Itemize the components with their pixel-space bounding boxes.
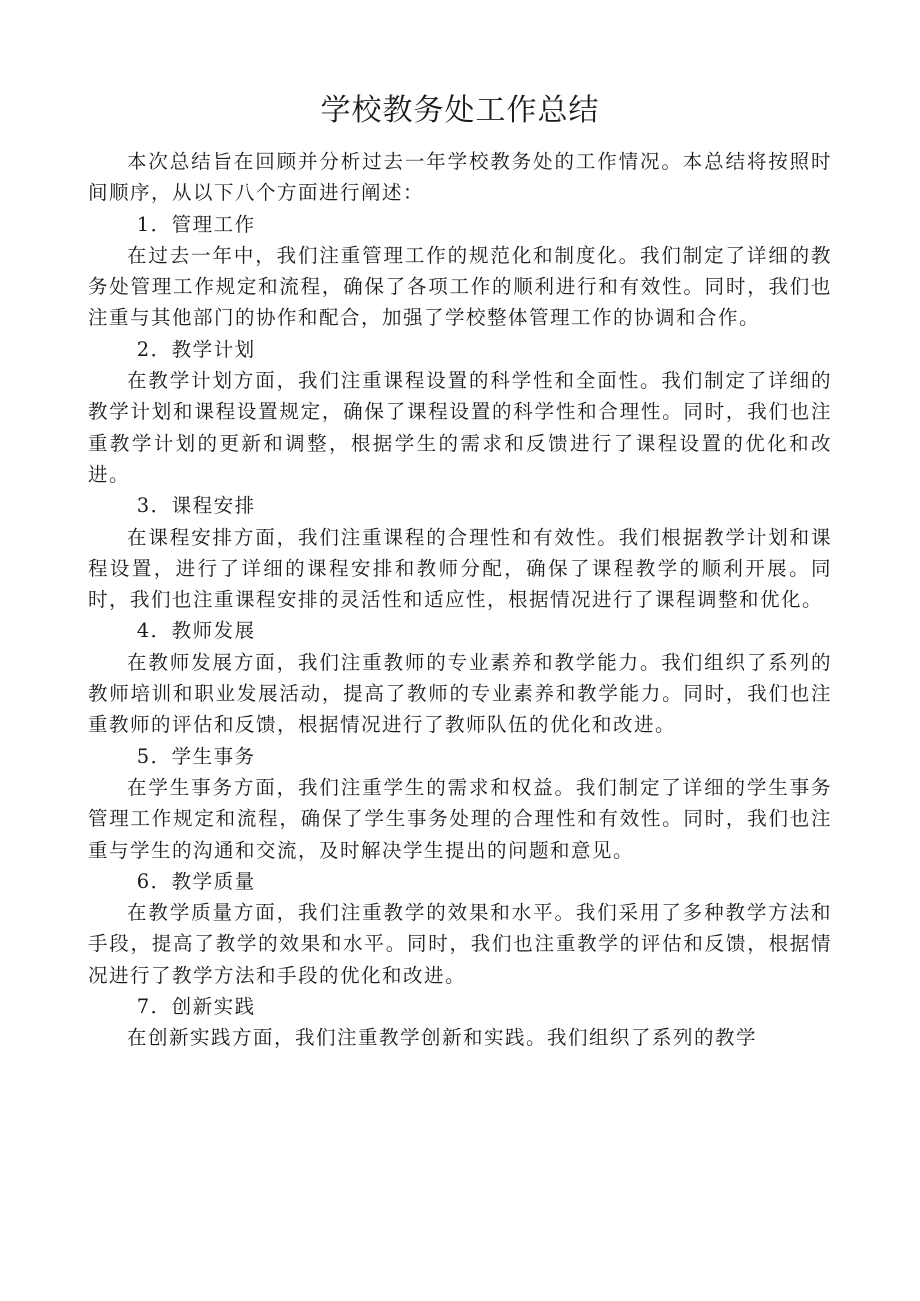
- section-7: [88, 991, 832, 1054]
- section-paragraph: 在教学质量方面，我们注重教学的效果和水平。我们采用了多种教学方法和手段，提高了教学的效果和水平。同时，我们也注重教学的评估和反馈，根据情况进行了教学方法和手段的优化和改进。: [88, 901, 832, 987]
- section-heading: 5．学生事务: [136, 744, 256, 768]
- section-paragraph: 在课程安排方面，我们注重课程的合理性和有效性。我们根据教学计划和课程设置，进行了详细的课程安排和教师分配，确保了课程教学的顺利开展。同时，我们也注重课程安排的灵活性和适应性，根据情况进行了课程调整和优化。: [88, 525, 832, 612]
- section-1: [88, 209, 832, 334]
- section-paragraph: 在创新实践方面，我们注重教学创新和实践。我们组织了系列的教学: [127, 1026, 758, 1050]
- section-heading: 1．管理工作: [136, 212, 256, 236]
- section-5: [88, 741, 832, 866]
- section-heading: 6．教学质量: [136, 869, 256, 893]
- section-4: [88, 615, 832, 740]
- document-title: 学校教务处工作总结: [320, 93, 600, 128]
- intro-paragraph: 本次总结旨在回顾并分析过去一年学校教务处的工作情况。本总结将按照时间顺序，从以下八个方面进行阐述：: [88, 150, 832, 205]
- section-3: [88, 490, 832, 615]
- section-heading: 2．教学计划: [136, 337, 256, 361]
- section-6: [88, 866, 832, 991]
- section-heading: 3．课程安排: [136, 494, 256, 518]
- section-paragraph: 在教学计划方面，我们注重课程设置的科学性和全面性。我们制定了详细的教学计划和课程设置规定，确保了课程设置的科学性和合理性。同时，我们也注重教学计划的更新和调整，根据学生的需求和反馈进行了课程设置的优化和改进。: [88, 369, 832, 486]
- section-paragraph: 在过去一年中，我们注重管理工作的规范化和制度化。我们制定了详细的教务处管理工作规定和流程，确保了各项工作的顺利进行和有效性。同时，我们也注重与其他部门的协作和配合，加强了学校整体管理工作的协调和合作。: [88, 243, 832, 330]
- section-heading: 4．教师发展: [136, 619, 256, 643]
- section-2: [88, 334, 832, 490]
- document-page: [88, 90, 832, 1054]
- section-heading: 7．创新实践: [136, 995, 256, 1019]
- section-paragraph: 在学生事务方面，我们注重学生的需求和权益。我们制定了详细的学生事务管理工作规定和流程，确保了学生事务处理的合理性和有效性。同时，我们也注重与学生的沟通和交流，及时解决学生提出的问题和意见。: [88, 775, 832, 862]
- section-paragraph: 在教师发展方面，我们注重教师的专业素养和教学能力。我们组织了系列的教师培训和职业发展活动，提高了教师的专业素养和教学能力。同时，我们也注重教师的评估和反馈，根据情况进行了教师队伍的优化和改进。: [88, 650, 832, 737]
